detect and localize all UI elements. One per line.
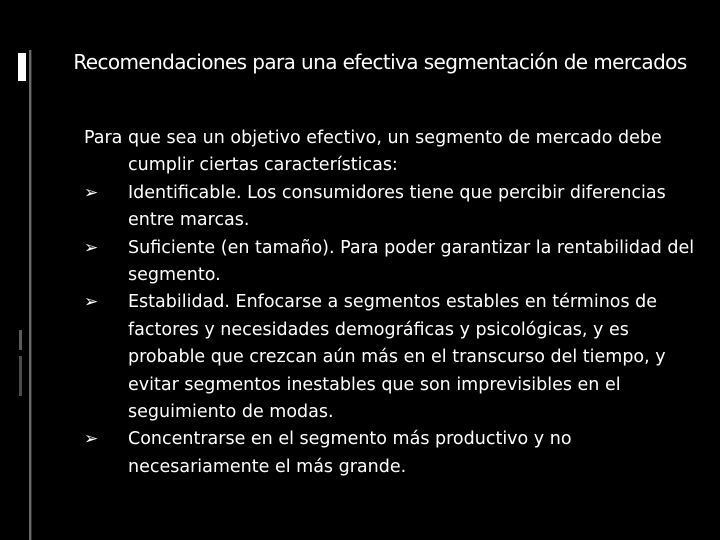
bullet-text: Suficiente (en tamaño). Para poder garantizar la rentabilidad del segmento. — [128, 237, 695, 286]
bullet-item — [84, 235, 704, 290]
bullet-text: Concentrarse en el segmento más productivo y no necesariamente el más grande. — [128, 429, 572, 477]
intro-text: Para que sea un objetivo efectivo, un segmento de mercado debe cumplir ciertas características: — [84, 128, 662, 176]
bullet-item — [84, 180, 704, 235]
bullet-item — [84, 426, 704, 481]
bullet-text: Estabilidad. Enfocarse a segmentos estables en términos de factores y necesidades demográficas y psicológicas, y es probable que crezcan aún más en el transcurso del tiempo, y evitar segmentos inestables que son imprevisibles en el seguimiento de modas. — [128, 292, 666, 423]
bullet-text: Identificable. Los consumidores tiene que percibir diferencias entre marcas. — [128, 182, 666, 231]
accent-tick — [19, 356, 22, 396]
arrow-bullet-icon: ➢ — [84, 182, 99, 203]
accent-tick — [19, 330, 22, 350]
arrow-bullet-icon: ➢ — [84, 237, 99, 258]
arrow-bullet-icon: ➢ — [84, 429, 99, 450]
slide-title: Recomendaciones para una efectiva segmentación de mercados — [73, 50, 687, 74]
bullet-list — [84, 180, 704, 481]
arrow-bullet-icon: ➢ — [84, 292, 99, 313]
slide-body — [84, 125, 704, 481]
accent-block — [18, 53, 26, 81]
bullet-item — [84, 289, 704, 426]
accent-line-shadow — [31, 50, 32, 540]
